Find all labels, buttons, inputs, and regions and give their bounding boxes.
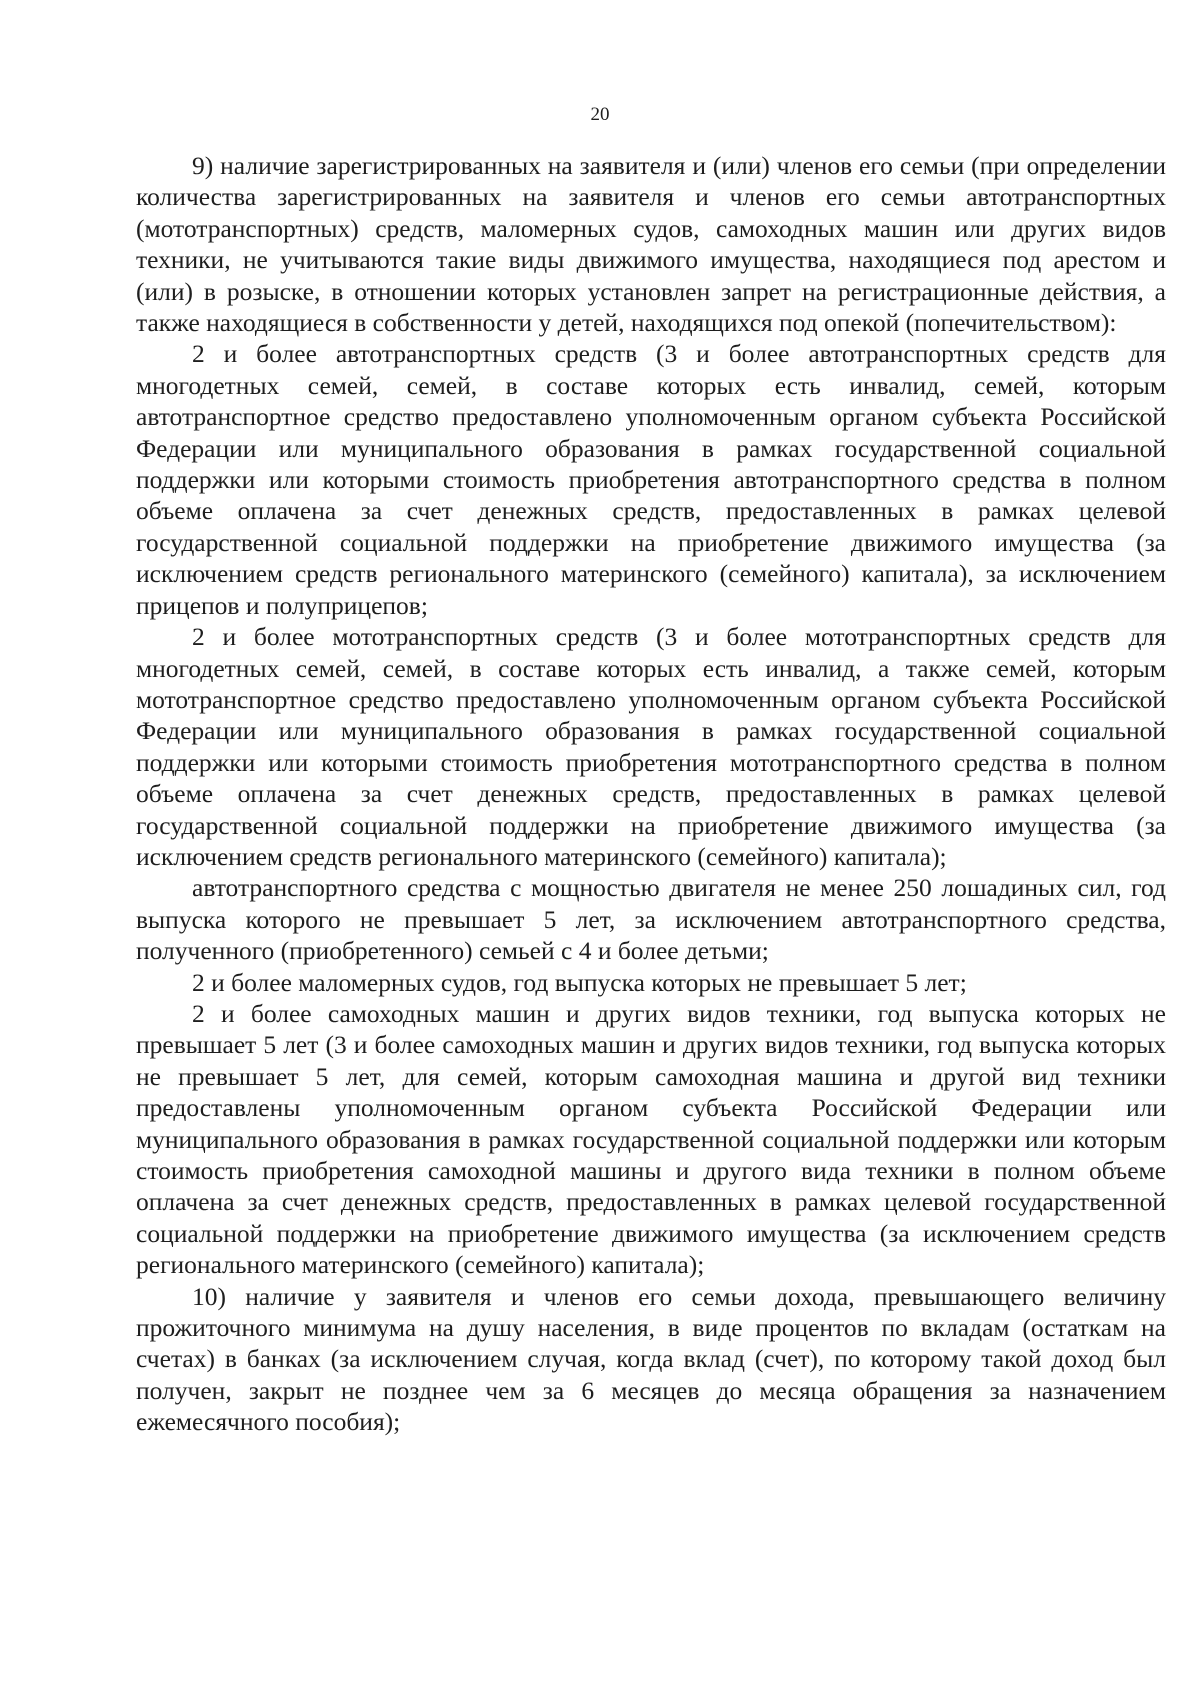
paragraph-motor-vehicles: 2 и более автотранспортных средств (3 и более автотранспортных средств для многодетных семей, семей, в составе которых есть инвалид, семей, которым автотранспортное средство предоставлено уполномоченным органом субъекта Российской Федерации или муниципального образования в рамках государственной социальной поддержки или которыми стоимость приобретения автотранспортного средства в полном объеме оплачена за счет денежных средств, предоставленных в рамках целевой государственной социальной поддержки на приобретение движимого имущества (за исключением средств регионального материнского (семейного) капитала), за исключением прицепов и полуприцепов; <box>136 339 1166 620</box>
paragraph-small-vessels: 2 и более маломерных судов, год выпуска которых не превышает 5 лет; <box>192 967 967 997</box>
paragraph-high-power-vehicle: автотранспортного средства с мощностью двигателя не менее 250 лошадиных сил, год выпуска которого не превышает 5 лет, за исключением автотранспортного средства, полученного (приобретенного) семьей с 4 и более детьми; <box>136 873 1166 966</box>
paragraph-self-propelled-machines: 2 и более самоходных машин и других видов техники, год выпуска которых не превышает 5 лет (3 и более самоходных машин и других видов техники, год выпуска которых не превышает 5 лет, для семей, которым самоходная машина и другой вид техники предоставлены уполномоченным органом субъекта Российской Федерации или муниципального образования в рамках государственной социальной поддержки или которым стоимость приобретения самоходной машины и другого вида техники в полном объеме оплачена за счет денежных средств, предоставленных в рамках целевой государственной социальной поддержки на приобретение движимого имущества (за исключением средств регионального материнского (семейного) капитала); <box>136 998 1166 1280</box>
page-number: 20 <box>590 104 610 125</box>
paragraph-motorcycles: 2 и более мототранспортных средств (3 и более мототранспортных средств для многодетных семей, семей, в составе которых есть инвалид, а также семей, которым мототранспортное средство предоставлено уполномоченным органом субъекта Российской Федерации или муниципального образования в рамках государственной социальной поддержки или которыми стоимость приобретения мототранспортного средства в полном объеме оплачена за счет денежных средств, предоставленных в рамках целевой государственной социальной поддержки на приобретение движимого имущества (за исключением средств регионального материнского (семейного) капитала); <box>136 622 1166 871</box>
document-body <box>136 150 1166 1438</box>
paragraph-item-10: 10) наличие у заявителя и членов его семьи дохода, превышающего величину прожиточного минимума на душу населения, в виде процентов по вкладам (остаткам на счетах) в банках (за исключением случая, когда вклад (счет), по которому такой доход был получен, закрыт не позднее чем за 6 месяцев до месяца обращения за назначением ежемесячного пособия); <box>136 1281 1166 1437</box>
paragraph-item-9: 9) наличие зарегистрированных на заявителя и (или) членов его семьи (при определении количества зарегистрированных на заявителя и членов его семьи автотранспортных (мототранспортных) средств, маломерных судов, самоходных машин или других видов техники, не учитываются такие виды движимого имущества, находящиеся под арестом и (или) в розыске, в отношении которых установлен запрет на регистрационные действия, а также находящиеся в собственности у детей, находящихся под опекой (попечительством): <box>136 151 1166 338</box>
